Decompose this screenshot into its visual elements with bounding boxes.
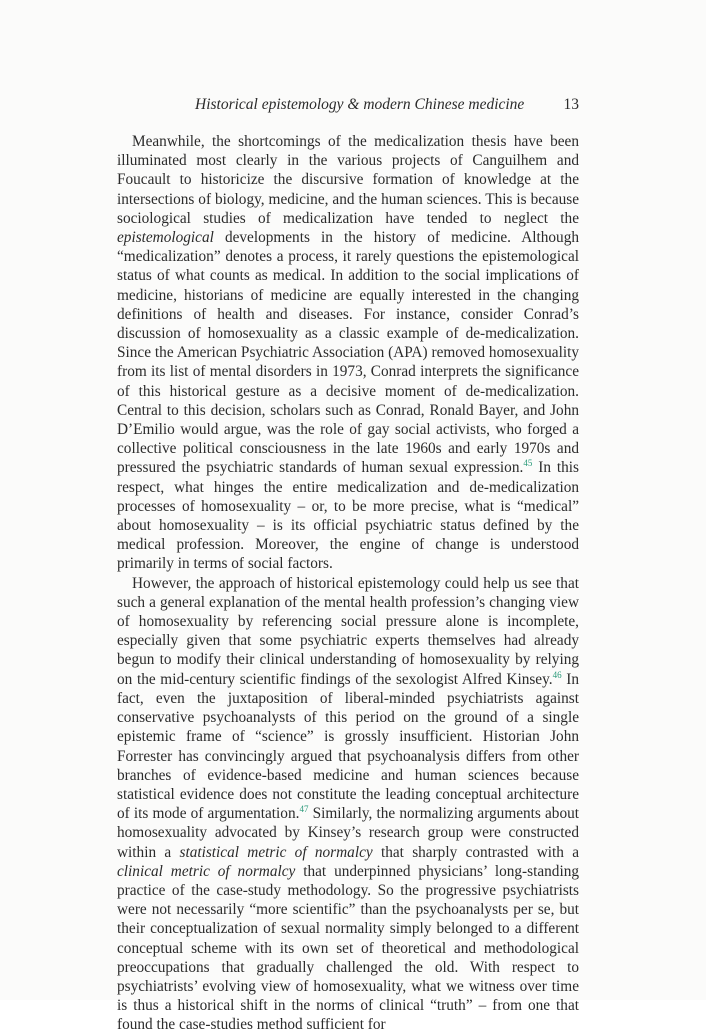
text-run: that underpinned physicians’ long-standing practice of the case-study methodology. So the progressive psychiatrists were not necessarily “more scientific” than the psychoanalysts per se, but their conceptualization of sexual normality simply belonged to a different conceptual scheme with its own set of theoretical and methodological preoccupations that gradually challenged the old. With respect to psychiatrists’ evolving view of homosexuality, what we witness over time is thus a historical shift in the norms of clinical “truth” – from one that found the case-studies method sufficient for (117, 862, 579, 1034)
note-reference-45[interactable]: 45 (523, 458, 533, 469)
text-run: that sharply contrasted with a (372, 843, 579, 861)
paragraph-1 (117, 132, 579, 574)
text-run: In fact, even the juxtaposition of liberal-minded psychiatrists against conservative psychoanalysts of this period on the ground of a single epistemic frame of “science” is grossly insufficient. Historian John Forrester has convincingly argued that psychoanalysis differs from other branches of evidence-based medicine and human sciences because statistical evidence does not constitute the leading conceptual architecture of its mode of argumentation. (117, 670, 579, 823)
note-reference-46[interactable]: 46 (552, 669, 562, 680)
text-run: Similarly, the normalizing arguments about homosexuality advocated by Kinsey’s research group were constructed within a (117, 805, 579, 861)
running-head (117, 95, 579, 115)
text-run: However, the approach of historical epistemology could help us see that such a general explanation of the mental health profession’s changing view of homosexuality by referencing social pressure alone is incomplete, especially given that some psychiatric experts themselves had already begun to modify their clinical understanding of homosexuality by relying on the mid-century scientific findings of the sexologist Alfred Kinsey. (117, 574, 579, 688)
note-reference-47[interactable]: 47 (299, 804, 309, 815)
body-text (117, 132, 579, 1035)
italic-emphasis: statistical metric of normalcy (179, 843, 373, 861)
page-number: 13 (563, 96, 579, 113)
text-run: Meanwhile, the shortcomings of the medicalization thesis have been illuminated most clearly in the various projects of Canguilhem and Foucault to historicize the discursive formation of knowledge at the intersections of biology, medicine, and the human sciences. This is because sociological studies of medicalization have tended to neglect the (117, 133, 579, 227)
text-run: developments in the history of medicine. Although “medicalization” denotes a process, it rarely questions the epistemological status of what counts as medical. In addition to the social implications of medicine, historians of medicine are equally interested in the changing definitions of health and diseases. For instance, consider Conrad’s discussion of homosexuality as a classic example of de-medicalization. Since the American Psychiatric Association (APA) removed homosexuality from its list of mental disorders in 1973, Conrad interprets the significance of this historical gesture as a decisive moment of de-medicalization. Central to this decision, scholars such as Conrad, Ronald Bayer, and John D’Emilio would argue, was the role of gay social activists, who forged a collective political consciousness in the late 1960s and early 1970s and pressured the psychiatric standards of human sexual expression. (117, 229, 579, 477)
italic-emphasis: epistemological (117, 229, 214, 247)
italic-emphasis: clinical metric of normalcy (117, 862, 296, 880)
text-run: In this respect, what hinges the entire medicalization and de-medicalization processes of homosexuality – or, to be more precise, what is “medical” about homosexuality – is its official psychiatric status defined by the medical profession. Moreover, the engine of change is understood primarily in terms of social factors. (117, 459, 579, 573)
paragraph-2 (117, 574, 579, 1035)
running-title: Historical epistemology & modern Chinese medicine (195, 96, 525, 113)
